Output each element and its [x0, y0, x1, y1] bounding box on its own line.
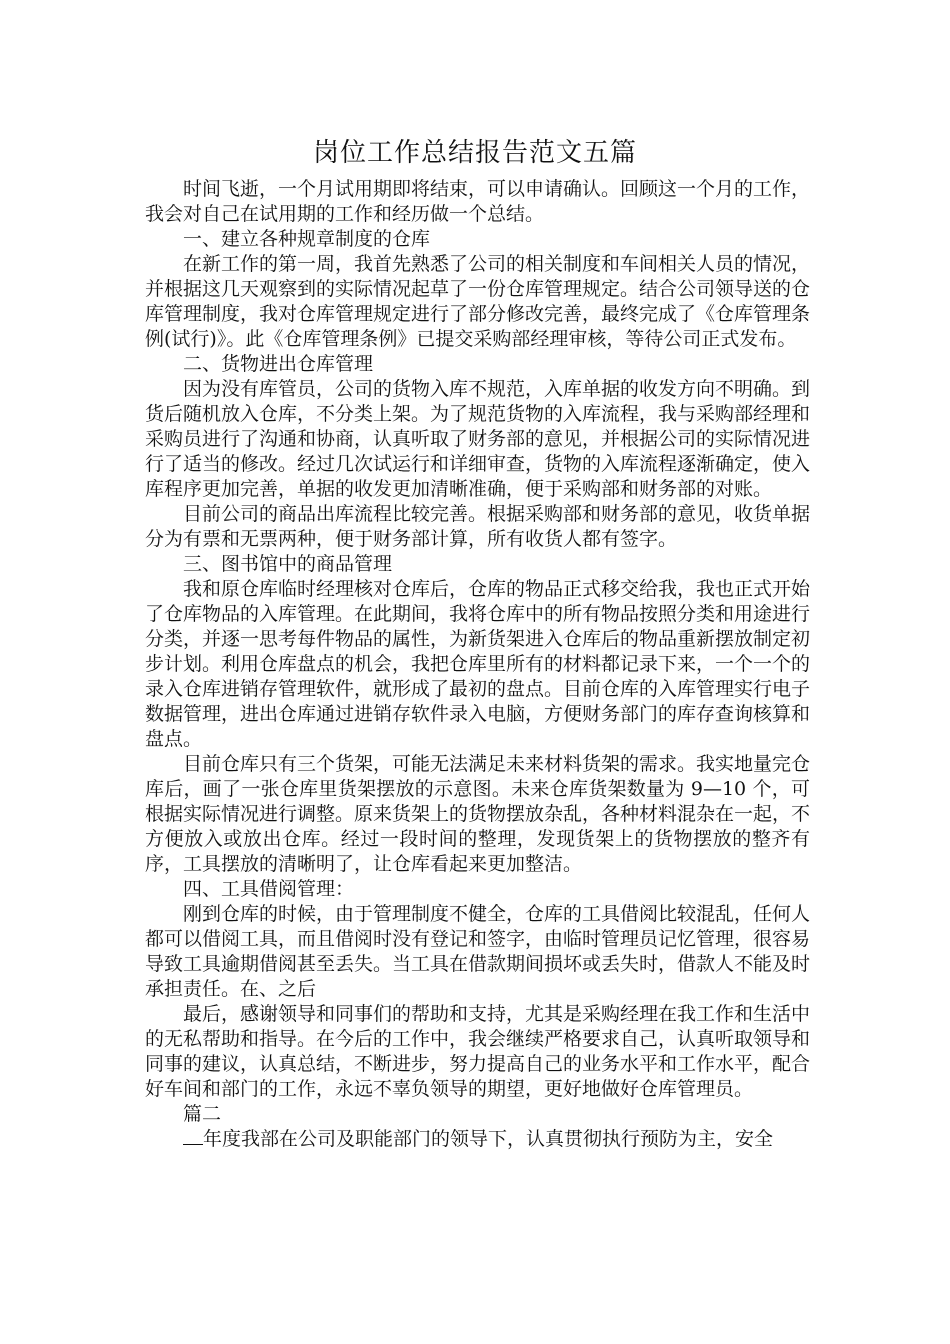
- paragraph: 在新工作的第一周，我首先熟悉了公司的相关制度和车间相关人员的情况，并根据这几天观察到的实际情况起草了一份仓库管理规定。结合公司领导送的仓库管理制度，我对仓库管理规定进行了部分修改完善，最终完成了《仓库管理条例(试行)》。此《仓库管理条例》已提交采购部经理审核，等待公司正式发布。: [145, 253, 811, 350]
- document-title: 岗位工作总结报告范文五篇: [312, 138, 637, 168]
- paragraph-part-two-start: [145, 1127, 810, 1152]
- section-heading-2: 二、货物进出仓库管理: [183, 353, 374, 375]
- paragraph-intro: 时间飞逝，一个月试用期即将结束，可以申请确认。回顾这一个月的工作，我会对自己在试用期的工作和经历做一个总结。: [145, 178, 811, 225]
- section-heading-1: 一、建立各种规章制度的仓库: [183, 228, 431, 250]
- blank-underline: [183, 1127, 203, 1145]
- document-body: [145, 177, 810, 1152]
- paragraph: 刚到仓库的时候，由于管理制度不健全，仓库的工具借阅比较混乱，任何人都可以借阅工具，而且借阅时没有登记和签字，由临时管理员记忆管理，很容易导致工具逾期借阅甚至丢失。当工具在借款期间损坏或丢失时，借款人不能及时承担责任。在、之后: [145, 903, 811, 1000]
- paragraph: 目前公司的商品出库流程比较完善。根据采购部和财务部的意见，收货单据分为有票和无票两种，便于财务部计算，所有收货人都有签字。: [145, 503, 811, 550]
- paragraph-part-two-text: 年度我部在公司及职能部门的领导下，认真贯彻执行预防为主，安全: [203, 1128, 774, 1150]
- section-label-part-two: 篇二: [183, 1103, 222, 1125]
- paragraph: 我和原仓库临时经理核对仓库后，仓库的物品正式移交给我，我也正式开始了仓库物品的入库管理。在此期间，我将仓库中的所有物品按照分类和用途进行分类，并逐一思考每件物品的属性，为新货架进入仓库后的物品重新摆放制定初步计划。利用仓库盘点的机会，我把仓库里所有的材料都记录下来，一个一个的录入仓库进销存管理软件，就形成了最初的盘点。目前仓库的入库管理实行电子数据管理，进出仓库通过进销存软件录入电脑，方便财务部门的库存查询核算和盘点。: [145, 578, 811, 750]
- paragraph-closing: 最后，感谢领导和同事们的帮助和支持，尤其是采购经理在我工作和生活中的无私帮助和指导。在今后的工作中，我会继续严格要求自己，认真听取领导和同事的建议，认真总结，不断进步，努力提高自己的业务水平和工作水平，配合好车间和部门的工作，永远不辜负领导的期望，更好地做好仓库管理员。: [145, 1003, 811, 1100]
- paragraph: 因为没有库管员，公司的货物入库不规范，入库单据的收发方向不明确。到货后随机放入仓库，不分类上架。为了规范货物的入库流程，我与采购部经理和采购员进行了沟通和协商，认真听取了财务部的意见，并根据公司的实际情况进行了适当的修改。经过几次试运行和详细审查，货物的入库流程逐渐确定，使入库程序更加完善，单据的收发更加清晰准确，便于采购部和财务部的对账。: [145, 378, 811, 500]
- paragraph: 目前仓库只有三个货架，可能无法满足未来材料货架的需求。我实地量完仓库后，画了一张仓库里货架摆放的示意图。未来仓库货架数量为 9—10 个，可根据实际情况进行调整。原来货架上的货物摆放杂乱，各种材料混杂在一起，不方便放入或放出仓库。经过一段时间的整理，发现货架上的货物摆放的整齐有序，工具摆放的清晰明了，让仓库看起来更加整洁。: [145, 753, 811, 875]
- section-heading-4: 四、工具借阅管理：: [183, 878, 355, 900]
- section-heading-3: 三、图书馆中的商品管理: [183, 553, 393, 575]
